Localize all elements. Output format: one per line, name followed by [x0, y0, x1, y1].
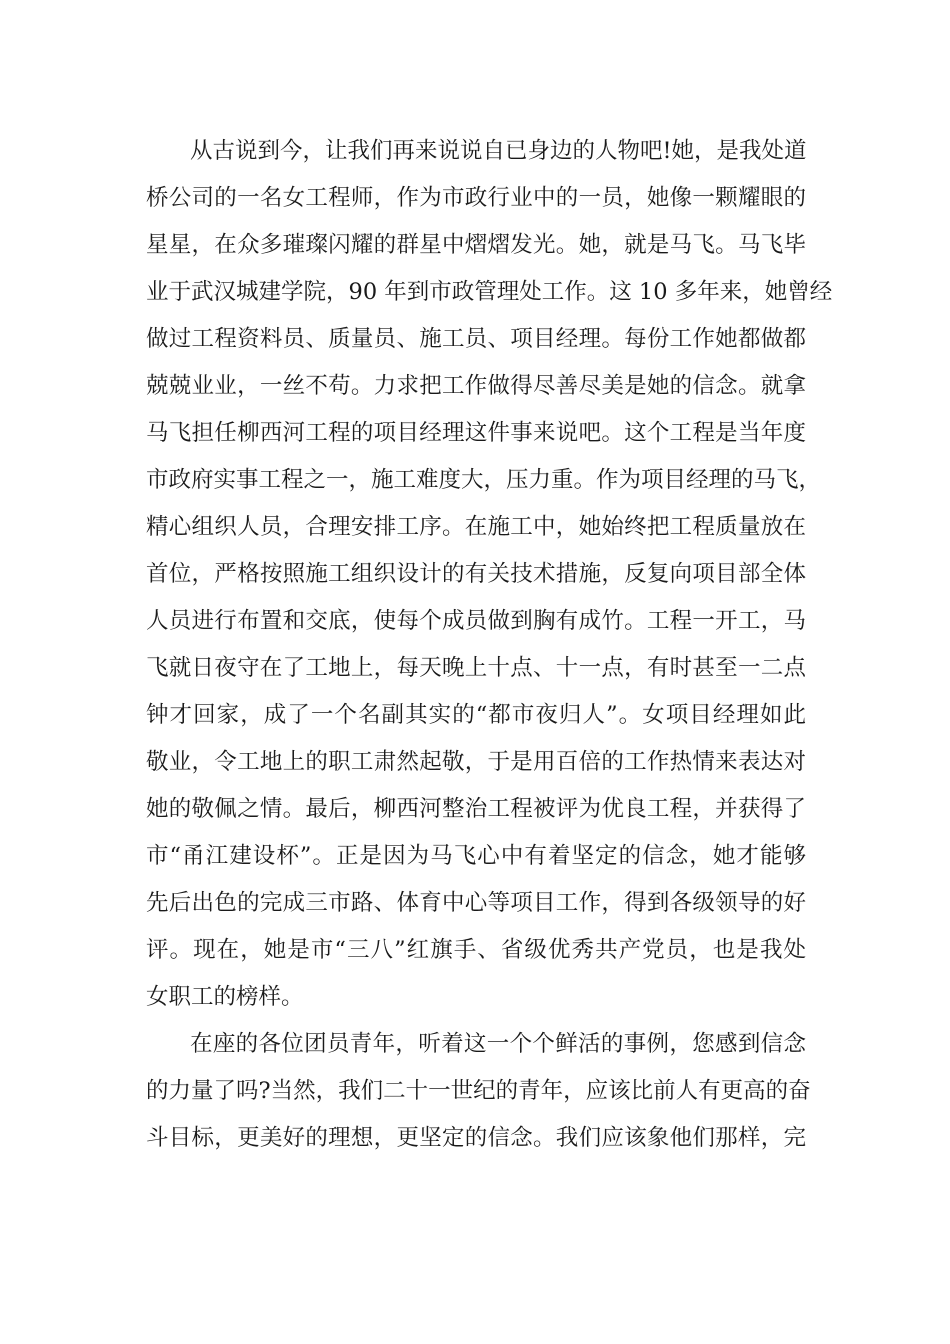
text-line: 桥公司的一名女工程师，作为市政行业中的一员，她像一颗耀眼的 [146, 185, 806, 211]
text-line: 敬业，令工地上的职工肃然起敬，于是用百倍的工作热情来表达对 [146, 749, 806, 775]
text-line: 的力量了吗?当然，我们二十一世纪的青年，应该比前人有更高的奋 [146, 1078, 811, 1104]
text-line: 星星，在众多璀璨闪耀的群星中熠熠发光。她，就是马飞。马飞毕 [146, 232, 806, 258]
body-text [146, 128, 833, 1162]
paragraph-1 [146, 128, 833, 1021]
text-line: 市“甬江建设杯”。正是因为马飞心中有着坚定的信念，她才能够 [146, 843, 806, 869]
text-line: 精心组织人员，合理安排工序。在施工中，她始终把工程质量放在 [146, 514, 806, 540]
text-line: 她的敬佩之情。最后，柳西河整治工程被评为优良工程，并获得了 [146, 796, 806, 822]
paragraph-2 [146, 1021, 811, 1162]
text-line: 人员进行布置和交底，使每个成员做到胸有成竹。工程一开工，马 [146, 608, 806, 634]
text-line: 女职工的榜样。 [146, 984, 304, 1010]
text-line: 从古说到今，让我们再来说说自已身边的人物吧!她，是我处道 [190, 138, 807, 164]
text-line: 先后出色的完成三市路、体育中心等项目工作，得到各级领导的好 [146, 890, 806, 916]
text-line: 市政府实事工程之一，施工难度大，压力重。作为项目经理的马飞， [146, 467, 822, 493]
text-line: 业于武汉城建学院，90 年到市政管理处工作。这 10 多年来，她曾经 [146, 279, 833, 305]
text-line: 钟才回家，成了一个名副其实的“都市夜归人”。女项目经理如此 [146, 702, 806, 728]
text-line: 首位，严格按照施工组织设计的有关技术措施，反复向项目部全体 [146, 561, 806, 587]
text-line: 斗目标，更美好的理想，更坚定的信念。我们应该象他们那样，完 [146, 1125, 806, 1151]
text-line: 马飞担任柳西河工程的项目经理这件事来说吧。这个工程是当年度 [146, 420, 806, 446]
text-line: 在座的各位团员青年，听着这一个个鲜活的事例，您感到信念 [190, 1031, 806, 1057]
text-line: 飞就日夜守在了工地上，每天晚上十点、十一点，有时甚至一二点 [146, 655, 806, 681]
text-line: 评。现在，她是市“三八”红旗手、省级优秀共产党员，也是我处 [146, 937, 806, 963]
text-line: 做过工程资料员、质量员、施工员、项目经理。每份工作她都做都 [146, 326, 806, 352]
text-line: 兢兢业业，一丝不苟。力求把工作做得尽善尽美是她的信念。就拿 [146, 373, 806, 399]
